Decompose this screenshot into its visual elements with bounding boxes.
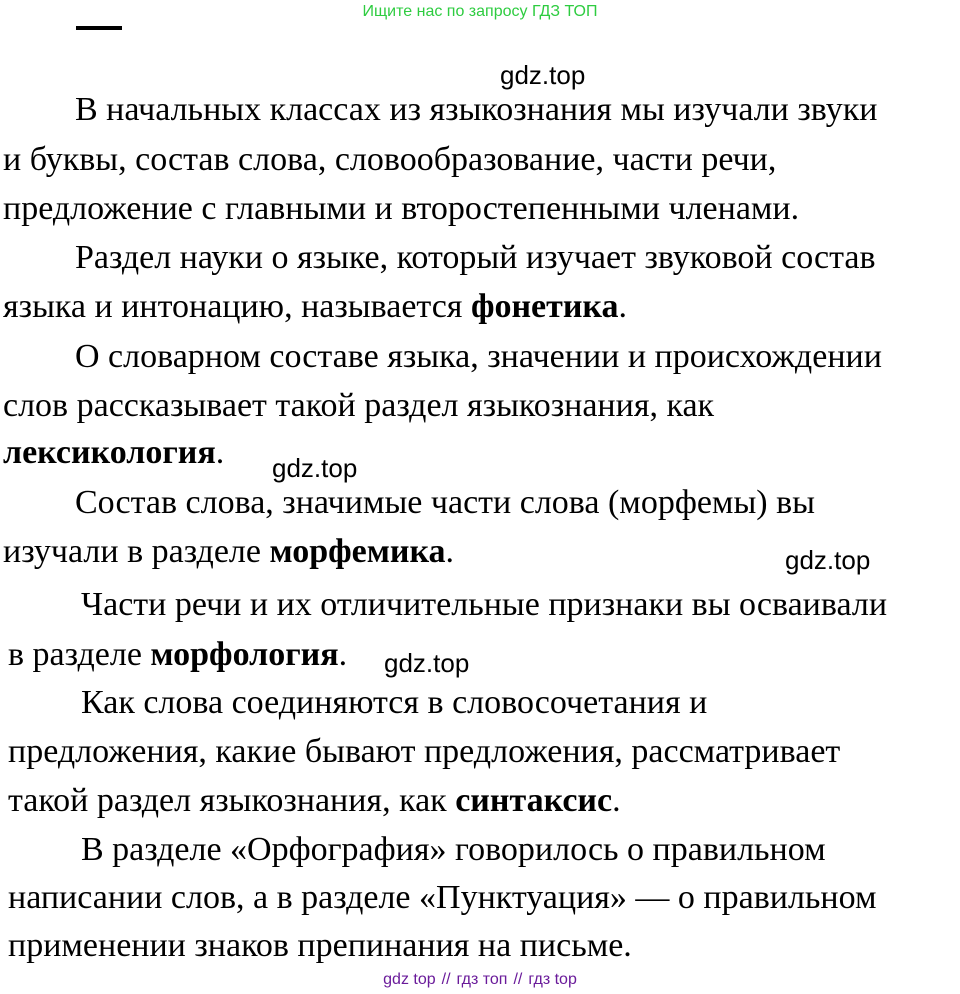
watermark: gdz.top bbox=[785, 545, 871, 575]
footer-link-gdz-top-ru[interactable]: гдз топ bbox=[456, 971, 508, 988]
term-lexicology: лексикология bbox=[3, 434, 216, 471]
watermark: gdz.top bbox=[272, 453, 358, 483]
paragraph-7-line-1: В разделе «Орфография» говорилось о правильном bbox=[81, 831, 826, 868]
paragraph-7-line-2: написании слов, а в разделе «Пунктуация» — о правильном bbox=[8, 879, 877, 916]
paragraph-1-line-2: и буквы, состав слова, словообразование, части речи, bbox=[3, 141, 777, 178]
footer-separator: // bbox=[441, 971, 451, 988]
paragraph-4-line-2: изучали в разделе морфемика. bbox=[3, 533, 455, 570]
footer-separator: // bbox=[513, 971, 523, 988]
term-phonetics: фонетика bbox=[470, 288, 619, 325]
watermark: gdz.top bbox=[384, 648, 470, 678]
paragraph-4-line-1: Состав слова, значимые части слова (морфемы) вы bbox=[75, 484, 816, 521]
paragraph-5-line-2: в разделе морфология. bbox=[8, 636, 348, 673]
dash-mark bbox=[76, 26, 122, 30]
term-morphemics: морфемика bbox=[269, 533, 446, 570]
paragraph-2-line-1: Раздел науки о языке, который изучает звуковой состав bbox=[75, 239, 876, 276]
paragraph-1-line-3: предложение с главными и второстепенными членами. bbox=[3, 190, 800, 227]
search-banner[interactable]: Ищите нас по запросу ГДЗ ТОП bbox=[362, 3, 598, 20]
paragraph-3-line-2: слов рассказывает такой раздел языкознания, как bbox=[3, 387, 715, 424]
footer-links bbox=[0, 971, 960, 989]
term-morphology: морфология bbox=[150, 636, 339, 673]
paragraph-5-line-1: Части речи и их отличительные признаки вы осваивали bbox=[81, 586, 888, 623]
paragraph-7-line-3: применении знаков препинания на письме. bbox=[8, 927, 632, 964]
paragraph-2-line-2: языка и интонацию, называется фонетика. bbox=[3, 288, 628, 325]
paragraph-3-line-3: лексикология. bbox=[3, 434, 225, 471]
paragraph-6-line-3: такой раздел языкознания, как синтаксис. bbox=[8, 782, 621, 819]
term-syntax: синтаксис bbox=[455, 782, 613, 819]
footer-link-gdz-top[interactable]: gdz top bbox=[383, 971, 436, 988]
paragraph-3-line-1: О словарном составе языка, значении и происхождении bbox=[75, 338, 882, 375]
watermark: gdz.top bbox=[500, 60, 586, 90]
paragraph-6-line-1: Как слова соединяются в словосочетания и bbox=[81, 684, 708, 721]
paragraph-1-line-1: В начальных классах из языкознания мы изучали звуки bbox=[75, 91, 878, 128]
footer-link-gdz-top-mixed[interactable]: гдз top bbox=[528, 971, 577, 988]
paragraph-6-line-2: предложения, какие бывают предложения, рассматривает bbox=[8, 733, 841, 770]
